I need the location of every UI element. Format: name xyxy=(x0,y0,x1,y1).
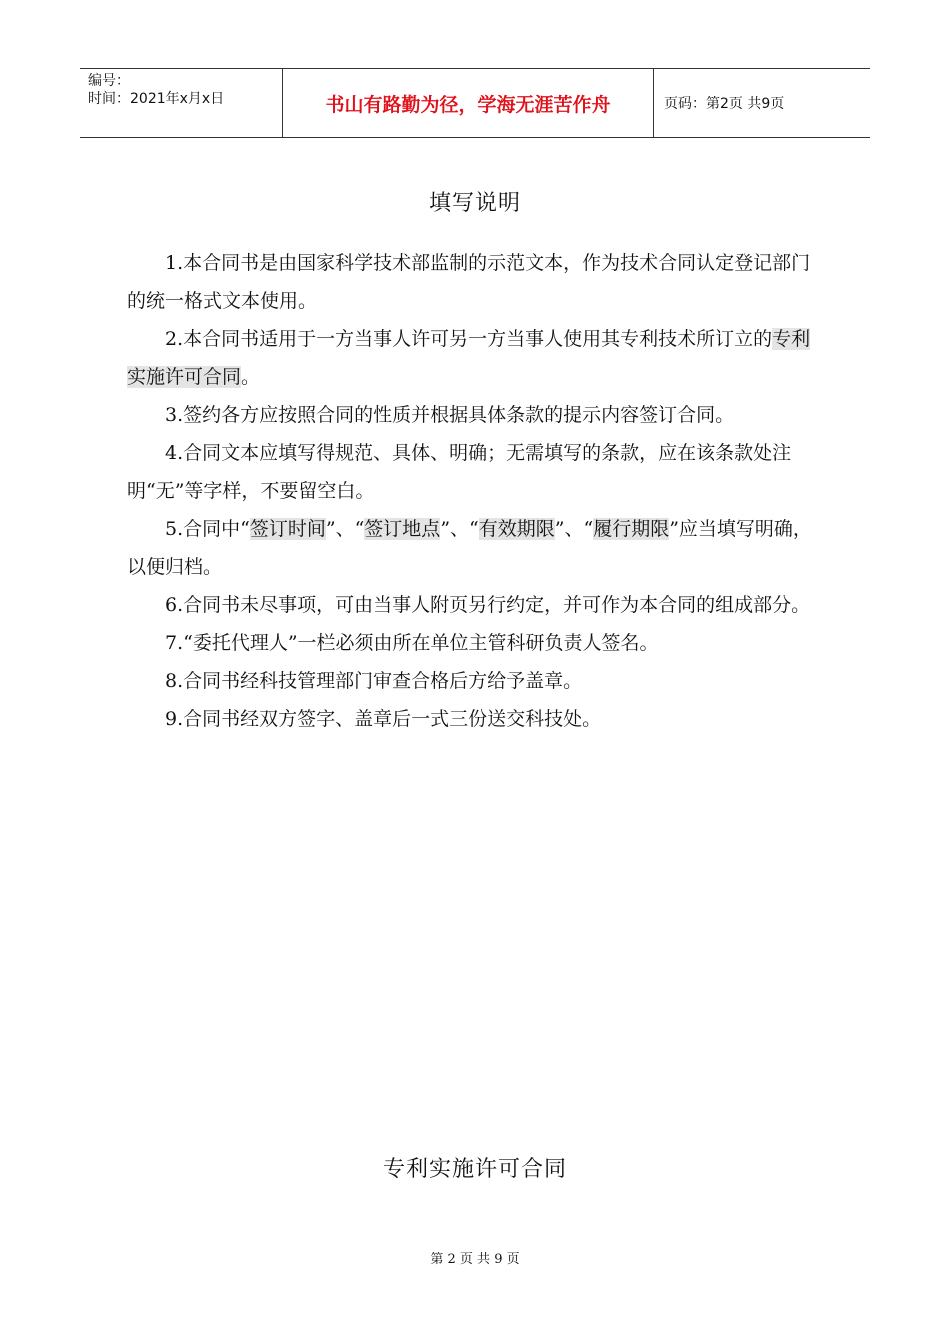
highlight-perform-period: 履行期限 xyxy=(593,518,670,540)
paragraph-2: 2.本合同书适用于一方当事人许可另一方当事人使用其专利技术所订立的专利实施许可合同。 xyxy=(127,328,811,388)
date-label: 时间：2021年x月x日 xyxy=(88,91,225,107)
paragraph-8: 8.合同书经科技管理部门审查合格后方给予盖章。 xyxy=(165,670,583,692)
highlight-valid-period: 有效期限 xyxy=(478,518,555,540)
highlight-contract-name: 专利实施许可合同 xyxy=(127,328,811,388)
paragraph-5: 5.合同中“签订时间”、“签订地点”、“有效期限”、“履行期限”应当填写明确，以便归档。 xyxy=(127,518,812,578)
paragraph-3: 3.签约各方应按照合同的性质并根据具体条款的提示内容签订合同。 xyxy=(165,404,735,426)
header-motto: 书山有路勤为径，学海无涯苦作舟 xyxy=(282,69,654,137)
highlight-sign-time: 签订时间 xyxy=(249,518,326,540)
paragraph-1: 1.本合同书是由国家科学技术部监制的示范文本，作为技术合同认定登记部门的统一格式文本使用。 xyxy=(127,252,811,312)
code-label: 编号： xyxy=(88,73,130,89)
instructions-body xyxy=(127,244,827,738)
paragraph-6: 6.合同书未尽事项，可由当事人附页另行约定，并可作为本合同的组成部分。 xyxy=(165,594,811,616)
highlight-sign-place: 签订地点 xyxy=(364,518,441,540)
header-page-info: 页码：第2页 共9页 xyxy=(664,96,785,112)
paragraph-4: 4.合同文本应填写得规范、具体、明确；无需填写的条款，应在该条款处注明“无”等字样，不要留空白。 xyxy=(127,442,792,502)
page-footer: 第 2 页 共 9 页 xyxy=(430,1252,520,1267)
page-title: 填写说明 xyxy=(428,191,521,216)
paragraph-9: 9.合同书经双方签字、盖章后一式三份送交科技处。 xyxy=(165,708,602,730)
paragraph-7: 7.“委托代理人”一栏必须由所在单位主管科研负责人签名。 xyxy=(165,632,659,654)
header-meta xyxy=(80,69,282,137)
page-header xyxy=(80,68,870,138)
section-title: 专利实施许可合同 xyxy=(382,1157,567,1182)
